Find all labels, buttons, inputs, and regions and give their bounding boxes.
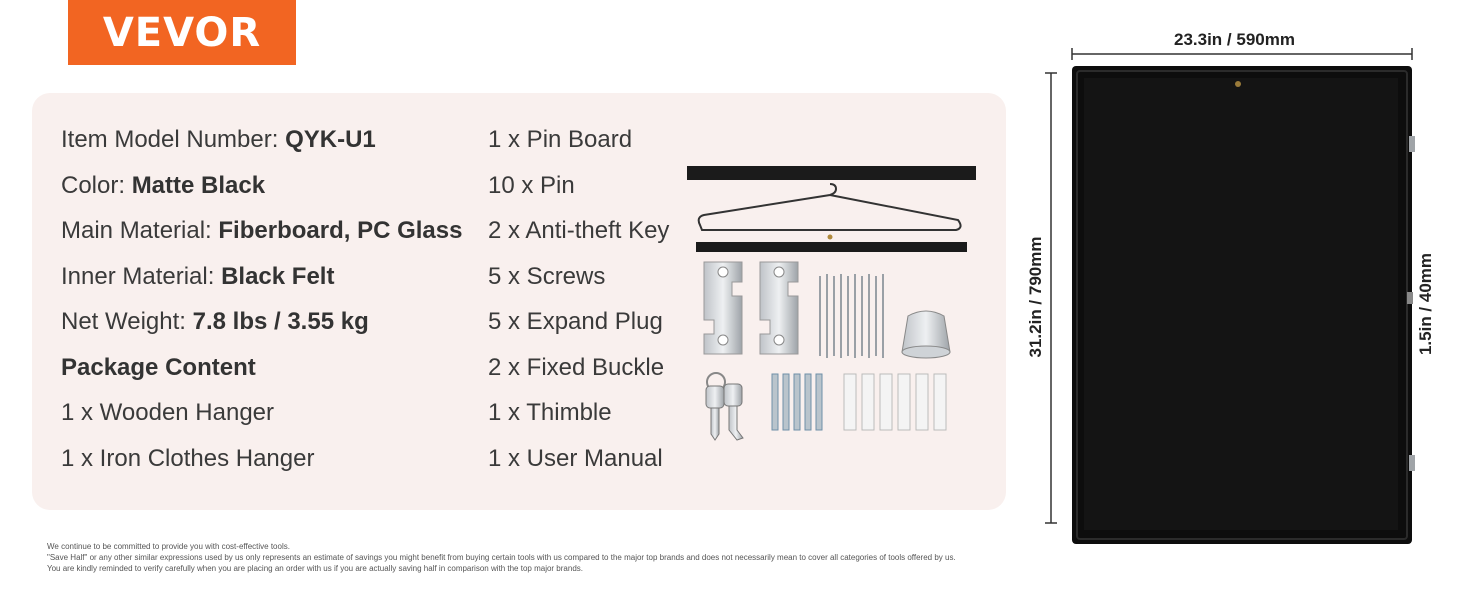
height-dimension: 31.2in / 790mm bbox=[1026, 236, 1045, 358]
clothes-hanger-icon bbox=[699, 184, 961, 230]
frame-lock-icon bbox=[1407, 292, 1413, 304]
package-item: 2 x Fixed Buckle bbox=[488, 353, 665, 381]
package-item: 1 x Iron Clothes Hanger bbox=[61, 444, 315, 472]
height-dimension-line bbox=[1045, 73, 1057, 523]
spec-color: Color: Matte Black bbox=[61, 171, 266, 199]
spec-inner-material: Inner Material: Black Felt bbox=[61, 262, 335, 290]
pin-board-frame bbox=[1072, 66, 1412, 544]
package-item: 1 x User Manual bbox=[488, 444, 663, 472]
package-item: 5 x Expand Plug bbox=[488, 308, 663, 335]
hanger-bar-icon bbox=[687, 166, 976, 252]
package-item: 1 x Thimble bbox=[488, 399, 612, 426]
pin-icon bbox=[820, 274, 883, 358]
width-dimension: 23.3in / 590mm bbox=[1174, 30, 1295, 49]
thimble-icon bbox=[902, 311, 950, 358]
screw-icon bbox=[772, 374, 822, 430]
disclaimer-line: We continue to be committed to provide you with cost-effective tools. bbox=[47, 542, 290, 551]
disclaimer bbox=[47, 541, 956, 574]
depth-dimension: 1.5in / 40mm bbox=[1416, 252, 1435, 356]
frame-dimension-drawing bbox=[1020, 30, 1464, 560]
package-item: 5 x Screws bbox=[488, 262, 606, 290]
package-item: 1 x Pin Board bbox=[488, 126, 633, 153]
package-item: 1 x Wooden Hanger bbox=[61, 399, 275, 426]
disclaimer-line: "Save Half" or any other similar expressions used by us only represents an estimate of savings you might benefit from buying certain tools with us compared to the major top brands and does not necessarily mean to cover all categories of tools offered by us. bbox=[47, 553, 956, 562]
spec-main-material: Main Material: Fiberboard, PC Glass bbox=[61, 217, 463, 244]
logo-text: VEVOR bbox=[102, 9, 262, 56]
key-icon bbox=[706, 373, 743, 440]
package-item: 2 x Anti-theft Key bbox=[488, 217, 670, 244]
package-heading: Package Content bbox=[61, 353, 256, 381]
expand-plug-icon bbox=[844, 374, 946, 430]
fixed-buckle-icon bbox=[704, 262, 798, 354]
package-list bbox=[488, 126, 669, 490]
spec-model: Item Model Number: QYK-U1 bbox=[61, 126, 376, 153]
vevor-logo bbox=[68, 0, 296, 65]
disclaimer-line: You are kindly reminded to verify carefully when you are placing an order with us if you are actually saving half in comparison with the top major brands. bbox=[47, 564, 583, 573]
package-item: 10 x Pin bbox=[488, 171, 575, 199]
package-parts-illustration bbox=[684, 160, 980, 450]
spec-list bbox=[61, 126, 462, 490]
spec-net-weight: Net Weight: 7.8 lbs / 3.55 kg bbox=[61, 308, 369, 335]
